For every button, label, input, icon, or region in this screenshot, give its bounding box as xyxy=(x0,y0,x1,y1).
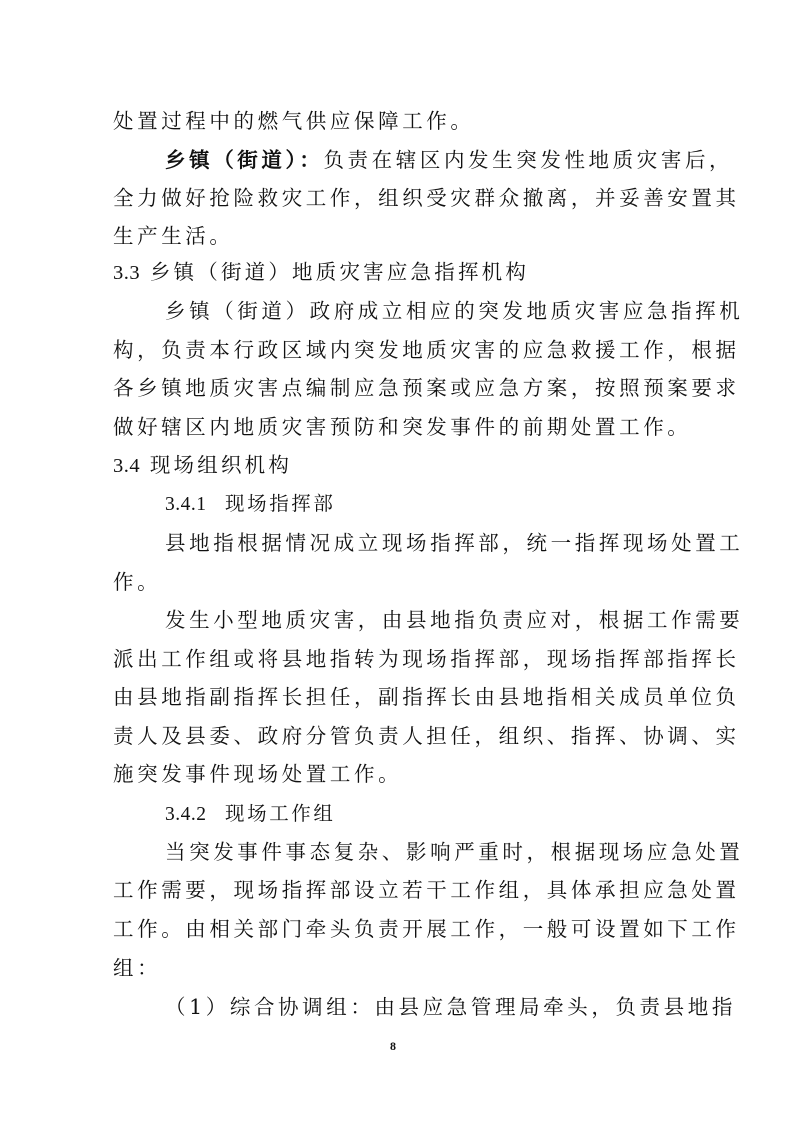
section-number: 3.3 xyxy=(113,262,141,284)
line-text: 做好辖区内地质灾害预防和突发事件的前期处置工作。 xyxy=(113,415,692,439)
line-text: 负责在辖区内发生突发性地质灾害后， xyxy=(323,148,734,172)
paragraph-line xyxy=(113,880,740,901)
paragraph-line xyxy=(113,111,475,132)
section-number: 3.4 xyxy=(113,455,141,477)
line-text: 处置过程中的燃气供应保障工作。 xyxy=(113,109,475,133)
line-text: 作。 xyxy=(113,570,162,594)
line-text: 发生小型地质灾害，由县地指负责应对，根据工作需要 xyxy=(165,608,744,632)
paragraph-line xyxy=(165,610,743,631)
bold-label: 乡镇（街道）： xyxy=(165,148,324,172)
paragraph-line xyxy=(113,649,740,670)
paragraph-line xyxy=(165,150,733,171)
section-number: 3.4.2 xyxy=(165,804,207,825)
line-text: 工作。由相关部门牵头负责开展工作，一般可设置如下工作 xyxy=(113,917,740,941)
paragraph-line xyxy=(165,997,736,1018)
subsection-heading-3-4-2 xyxy=(165,804,336,825)
line-text: 当突发事件事态复杂、影响严重时，根据现场应急处置 xyxy=(165,840,744,864)
paragraph-line xyxy=(113,958,161,979)
line-text: 责人及县委、政府分管负责人担任，组织、指挥、协调、实 xyxy=(113,724,740,748)
paragraph-line xyxy=(113,572,161,593)
paragraph-line xyxy=(113,378,740,399)
line-text: 组： xyxy=(113,956,162,980)
heading-text: 现场工作组 xyxy=(225,802,336,825)
line-text: 生产生活。 xyxy=(113,224,234,248)
page-number: 8 xyxy=(390,1039,396,1053)
paragraph-line xyxy=(113,340,740,361)
section-heading-3-3 xyxy=(113,262,529,284)
line-text: 工作需要，现场指挥部设立若干工作组，具体承担应急处置 xyxy=(113,878,740,902)
paragraph-line xyxy=(113,687,740,708)
line-text: 派出工作组或将县地指转为现场指挥部，现场指挥部指挥长 xyxy=(113,647,740,671)
paragraph-line xyxy=(113,188,740,209)
line-text: 构，负责本行政区域内突发地质灾害的应急救援工作，根据 xyxy=(113,338,740,362)
paragraph-line xyxy=(165,301,743,322)
line-text: 施突发事件现场处置工作。 xyxy=(113,762,403,786)
paragraph-line xyxy=(165,842,743,863)
paragraph-line xyxy=(113,919,740,940)
line-text: 乡镇（街道）政府成立相应的突发地质灾害应急指挥机 xyxy=(165,299,744,323)
paragraph-line xyxy=(165,533,743,554)
line-text: 全力做好抢险救灾工作，组织受灾群众撤离，并妥善安置其 xyxy=(113,186,740,210)
section-heading-3-4 xyxy=(113,455,292,477)
paragraph-line xyxy=(113,226,234,247)
heading-text: 现场组织机构 xyxy=(140,453,293,477)
section-number: 3.4.1 xyxy=(165,494,207,515)
line-text: （1）综合协调组：由县应急管理局牵头，负责县地指 xyxy=(165,995,736,1019)
heading-text: 现场指挥部 xyxy=(225,492,336,515)
paragraph-line xyxy=(113,726,740,747)
line-text: 各乡镇地质灾害点编制应急预案或应急方案，按照预案要求 xyxy=(113,376,740,400)
line-text: 由县地指副指挥长担任，副指挥长由县地指相关成员单位负 xyxy=(113,685,740,709)
line-text: 县地指根据情况成立现场指挥部，统一指挥现场处置工 xyxy=(165,531,744,555)
paragraph-line xyxy=(113,417,691,438)
subsection-heading-3-4-1 xyxy=(165,494,336,515)
paragraph-line xyxy=(113,764,402,785)
heading-text: 乡镇（街道）地质灾害应急指挥机构 xyxy=(140,260,530,284)
